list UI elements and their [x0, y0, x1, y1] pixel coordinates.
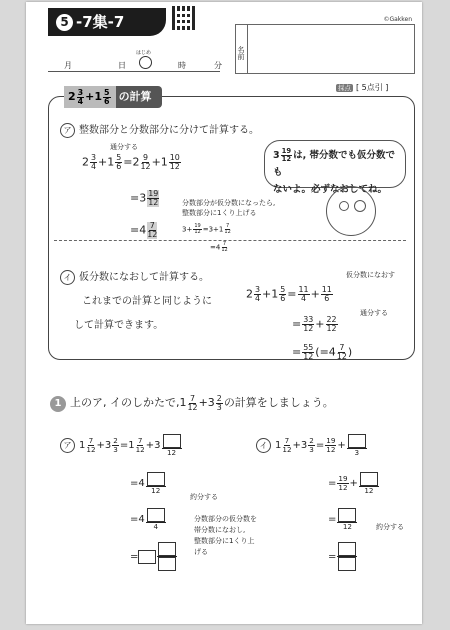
q1-num-b: 2 [216, 393, 222, 403]
name-label: 名前 [236, 25, 248, 73]
answer-box[interactable] [147, 508, 165, 522]
method-b-equation-1: 2 $\frac{3}{4}$ +1 $\frac{5}{6}$ = $\frac{11}{4}$ + $\frac{11}{6}$ [246, 285, 332, 303]
note-common-b: 通分する [360, 309, 388, 317]
work-a-equation-2: =4 12 [130, 472, 167, 494]
title-den-b: 6 [104, 96, 110, 106]
method-a-description: 整数部分と分数部分に分けて計算する。 [79, 125, 259, 136]
work-b-marker: イ [256, 438, 271, 453]
month-label: 月 [64, 61, 72, 70]
q1-whole-a: 1 [179, 396, 187, 409]
q1-whole-b: 3 [207, 396, 215, 409]
work-b-equation-4: = [328, 542, 358, 571]
score-badge: 採点 [338, 84, 351, 92]
unit-tab [48, 8, 166, 36]
note-reduce-a: 約分する [190, 493, 218, 501]
mascot-character-icon [326, 186, 376, 236]
question-1-number: 1 [50, 396, 66, 412]
answer-box[interactable] [360, 472, 378, 486]
day-label: 日 [118, 61, 126, 70]
title-whole-a: 2 [68, 90, 76, 103]
answer-box[interactable] [338, 557, 356, 571]
answer-box[interactable] [147, 472, 165, 486]
panel-title [64, 86, 162, 108]
copyright-text: ©Gakken [383, 16, 412, 23]
answer-box[interactable] [138, 550, 156, 564]
qr-code-icon[interactable] [172, 6, 196, 30]
arrow-note-common: 通分する [110, 143, 138, 151]
method-b-description: 仮分数になおして計算する。 [79, 272, 209, 283]
method-b-heading [60, 268, 209, 285]
name-field[interactable] [235, 24, 415, 74]
bubble-text-2: ないよ。必ずなおしてね。 [273, 184, 388, 195]
unit-number-badge: 5 [56, 14, 73, 31]
section-divider [54, 240, 406, 241]
date-line [48, 70, 220, 72]
title-num-b: 5 [104, 87, 110, 97]
method-b-line-3: して計算できます。 [74, 320, 164, 331]
work-a-equation-1: ア 1 $\frac{7}{12}$ +3 $\frac{2}{3}$ =1 $\frac{7}{12}$ +3 12 [60, 434, 183, 456]
bubble-num: 19 [281, 147, 292, 156]
method-b-line-2: これまでの計算と同じように [82, 296, 212, 307]
answer-box[interactable] [158, 542, 176, 556]
score-area [336, 82, 388, 93]
title-plus: + [85, 90, 95, 103]
title-den-a: 4 [77, 96, 84, 106]
method-b-equation-2: = $\frac{33}{12}$ + $\frac{22}{12}$ [292, 315, 337, 333]
note-improper: 仮分数になおす [346, 271, 395, 279]
bubble-whole: 3 [273, 150, 280, 161]
worksheet-page [26, 2, 422, 624]
question-1-text-pre: 上のア, イのしかたで, [70, 396, 180, 409]
answer-box[interactable] [163, 434, 181, 448]
method-a-equation-3: =4 $\frac{7}{12}$ [130, 221, 158, 239]
work-a-marker: ア [60, 438, 75, 453]
answer-box[interactable] [338, 508, 356, 522]
answer-box[interactable] [348, 434, 366, 448]
method-a-side-calc: 3+ $\frac{19}{12}$ =3+1 $\frac{7}{12}$ [182, 223, 231, 236]
work-b-equation-1: イ 1 $\frac{7}{12}$ +3 $\frac{2}{3}$ = $\frac{19}{12}$ + 3 [256, 434, 368, 456]
work-a-equation-4: = [130, 542, 178, 571]
answer-box[interactable] [338, 542, 356, 556]
method-b-marker: イ [60, 270, 75, 285]
minute-label: 分 [214, 61, 222, 70]
score-text: [ 5点引 ] [356, 83, 389, 92]
work-b-equation-2: = $\frac{19}{12}$ + 12 [328, 472, 380, 494]
note-carry-3: 整数部分に1くり上 [194, 537, 255, 545]
hour-label: 時 [178, 61, 186, 70]
speech-bubble [264, 140, 406, 195]
title-whole-b: 1 [94, 90, 103, 103]
note-simplify-2: 整数部分に1くり上げる [182, 209, 257, 217]
note-carry-1: 分数部分の仮分数を [194, 515, 257, 523]
q1-den-b: 3 [216, 402, 222, 412]
question-1: 1 上のア, イのしかたで,1 $\frac{7}{12}$ +3 $\frac{2}{3}$ の計算をしましょう。 [50, 394, 334, 412]
method-a-marker: ア [60, 123, 75, 138]
clock-label: はじめ [136, 50, 152, 56]
method-a-equation-1: 2 $\frac{3}{4}$ +1 $\frac{5}{6}$ =2 $\frac{9}{12}$ +1 $\frac{10}{12}$ [82, 153, 180, 171]
question-1-text-post: の計算をしましょう。 [223, 396, 334, 409]
work-a-equation-3: =4 4 [130, 508, 167, 530]
note-reduce-b: 約分する [376, 523, 404, 531]
title-num-a: 3 [77, 87, 84, 97]
bubble-den: 12 [281, 155, 292, 163]
work-b-equation-3: = 12 [328, 508, 358, 530]
bubble-text-1: は, 帯分数でも仮分数でも [273, 150, 396, 178]
method-a-side-result: =4 $\frac{7}{12}$ [210, 241, 228, 254]
method-b-equation-3: = $\frac{55}{12}$ (=4 $\frac{7}{12}$ ) [292, 343, 353, 361]
title-suffix: の計算 [118, 90, 152, 103]
note-simplify: 分数部分が仮分数になったら, [182, 199, 276, 207]
note-carry-2: 帯分数になおし, [194, 526, 246, 534]
note-carry-4: げる [194, 548, 208, 556]
answer-box[interactable] [158, 557, 176, 571]
clock-icon [139, 56, 152, 69]
method-a-equation-2: =3 $\frac{19}{12}$ [130, 189, 159, 207]
method-a-heading [60, 121, 259, 138]
q1-num-a: 7 [190, 393, 196, 403]
q1-den-a: 12 [187, 402, 198, 412]
unit-title: -7集-7 [76, 13, 125, 31]
